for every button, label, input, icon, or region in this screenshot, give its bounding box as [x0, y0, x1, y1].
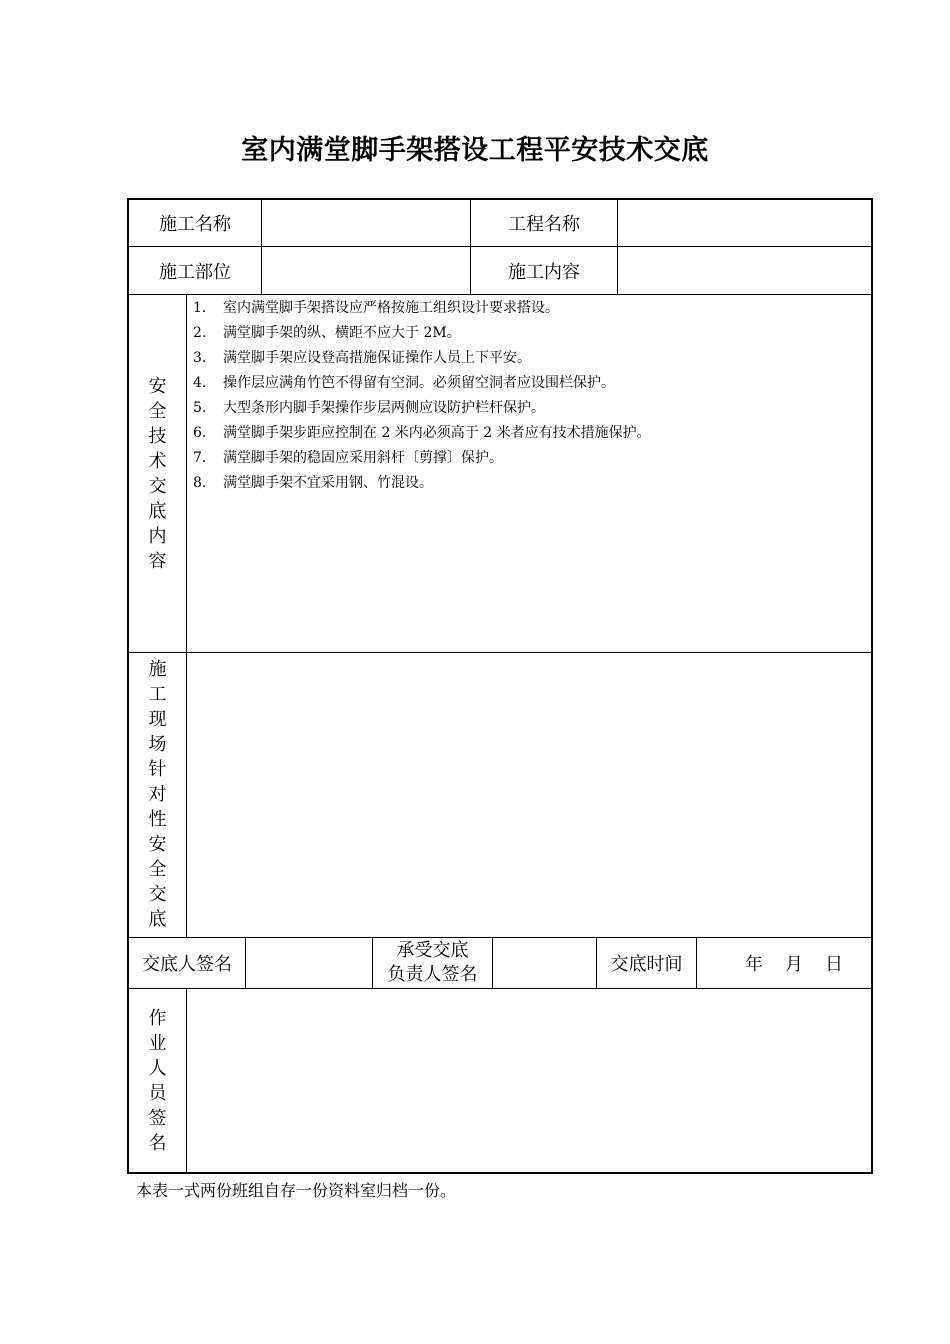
item-number: 3. [193, 350, 207, 366]
item-number: 6. [193, 425, 207, 441]
construction-content-field[interactable] [618, 247, 871, 294]
label-char: 性 [148, 809, 167, 830]
label-char: 对 [148, 784, 167, 805]
list-item [193, 396, 863, 421]
item-number: 4. [193, 375, 207, 391]
item-number: 7. [193, 450, 207, 466]
item-text: 操作层应满角竹笆不得留有空洞。必须留空洞者应设围栏保护。 [223, 375, 615, 391]
discloser-signature-field[interactable] [246, 938, 372, 988]
site-disclosure-field[interactable] [187, 653, 871, 937]
list-item [193, 321, 863, 346]
construction-content-label: 施工内容 [508, 261, 580, 283]
label-char: 作 [148, 1008, 167, 1029]
label-char: 员 [148, 1083, 167, 1104]
receiver-label-line: 承受交底 [396, 940, 469, 961]
label-char: 术 [148, 451, 167, 472]
list-item [193, 446, 863, 471]
item-text: 室内满堂脚手架搭设应严格按施工组织设计要求搭设。 [223, 300, 559, 316]
label-char: 全 [148, 859, 167, 880]
label-char: 安 [148, 376, 167, 397]
receiver-signature-field[interactable] [493, 938, 596, 988]
label-char: 施 [148, 659, 167, 680]
discloser-signature-label: 交底人签名 [142, 954, 232, 975]
item-text: 满堂脚手架不宜采用钢、竹混设。 [223, 475, 433, 491]
footer-note: 本表一式两份班组自存一份资料室归档一份。 [136, 1181, 457, 1200]
label-char: 技 [148, 426, 167, 447]
label-char: 交 [148, 476, 167, 497]
list-item [193, 421, 863, 446]
list-item [193, 346, 863, 371]
disclosure-time-label: 交底时间 [610, 954, 683, 975]
project-name-label: 工程名称 [508, 214, 580, 235]
receiver-label-line: 负责人签名 [387, 964, 478, 985]
label-char: 针 [148, 759, 167, 780]
item-text: 大型条形内脚手架操作步层两侧应设防护栏杆保护。 [223, 400, 545, 416]
construction-part-label: 施工部位 [159, 261, 231, 283]
label-char: 签 [148, 1108, 167, 1129]
label-char: 全 [148, 401, 167, 422]
item-text: 满堂脚手架的纵、横距不应大于 2M。 [223, 325, 461, 341]
label-char: 工 [148, 684, 167, 705]
list-item [193, 371, 863, 396]
item-text: 满堂脚手架应设登高措施保证操作人员上下平安。 [223, 350, 531, 366]
item-text: 满堂脚手架步距应控制在 2 米内必须高于 2 米者应有技术措施保护。 [223, 425, 651, 441]
construction-name-label: 施工名称 [159, 214, 231, 235]
document-title: 室内满堂脚手架搭设工程平安技术交底 [241, 135, 709, 166]
label-char: 现 [148, 709, 167, 730]
list-item [193, 471, 863, 496]
receiver-signature-label [373, 938, 492, 988]
label-char: 人 [148, 1058, 167, 1079]
item-number: 8. [193, 475, 207, 491]
safety-section-label [129, 374, 186, 574]
item-number: 1. [193, 300, 207, 316]
disclosure-time-field[interactable]: 年 月 日 [745, 954, 845, 975]
construction-part-field[interactable] [262, 247, 470, 294]
site-section-label [129, 657, 186, 932]
item-number: 5. [193, 400, 207, 416]
item-text: 满堂脚手架的稳固应采用斜杆〔剪撑〕保护。 [223, 450, 503, 466]
label-char: 场 [148, 734, 167, 755]
workers-signature-field[interactable] [187, 989, 871, 1172]
label-char: 底 [148, 909, 167, 930]
label-char: 安 [148, 834, 167, 855]
label-char: 容 [148, 551, 167, 572]
row-divider [127, 294, 873, 295]
label-char: 业 [148, 1033, 167, 1054]
list-item [193, 296, 863, 321]
workers-section-label [129, 1006, 186, 1156]
project-name-field[interactable] [618, 200, 871, 246]
item-number: 2. [193, 325, 207, 341]
label-char: 内 [148, 526, 167, 547]
label-char: 交 [148, 884, 167, 905]
safety-items-list [193, 296, 863, 496]
construction-name-field[interactable] [262, 200, 470, 246]
label-char: 底 [148, 501, 167, 522]
label-char: 名 [148, 1133, 167, 1154]
